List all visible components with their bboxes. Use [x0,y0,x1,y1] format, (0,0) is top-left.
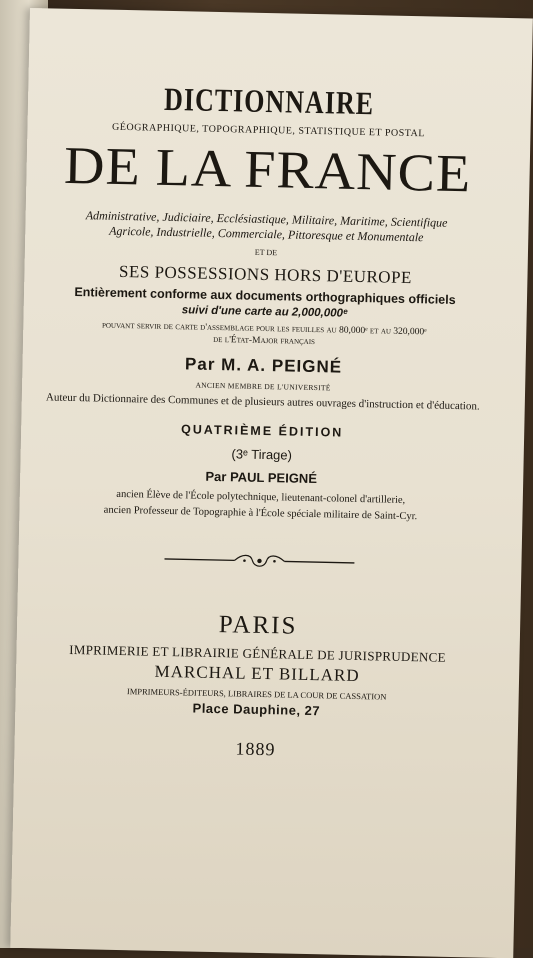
reviser-role-line-1: ancien Élève de l'École polytechnique, lieutenant-colonel d'artillerie, [116,488,406,506]
publisher-line-2: IMPRIMEURS-ÉDITEURS, LIBRAIRES DE LA COUR DE CASSATION [126,686,387,702]
book-subtitle: GÉOGRAPHIQUE, TOPOGRAPHIQUE, STATISTIQUE ET POSTAL [111,121,425,140]
book-title: DICTIONNAIRE [163,81,375,122]
descriptor-line-2: Agricole, Industrielle, Commerciale, Pittoresque et Monumentale [109,223,424,245]
author-role: ANCIEN MEMBRE DE L'UNIVERSITÉ [195,380,331,393]
map-note: suivi d'une carte au 2,000,000ᵉ [181,304,348,320]
publication-year: 1889 [235,738,276,760]
publication-city: PARIS [218,611,298,640]
map-usage-line-1: pouvant servir de carte d'assemblage pour les feuilles au 80,000ᵉ et au 320,000ᵉ [101,320,427,338]
title-page-content [20,78,504,765]
conjunction: ET DE [254,247,278,258]
descriptor-line-1: Administrative, Judiciaire, Ecclésiastique, Militaire, Maritime, Scientifique [85,208,448,230]
publisher-name: MARCHAL ET BILLARD [154,661,360,686]
publisher-address: Place Dauphine, 27 [192,700,321,719]
author-works: Auteur du Dictionnaire des Communes et de plusieurs autres ouvrages d'instruction et d'éducation. [45,391,480,413]
reviser-name: Par PAUL PEIGNÉ [205,468,318,487]
possessions-heading: SES POSSESSIONS HORS D'EUROPE [118,261,413,288]
reviser-role-line-2: ancien Professeur de Topographie à l'École spéciale militaire de Saint-Cyr. [103,504,418,523]
conformity-statement: Entièrement conforme aux documents orthographiques officiels [74,284,456,307]
map-usage-line-2: de l'État-Major français [213,334,316,348]
title-page [10,8,533,958]
edition: QUATRIÈME ÉDITION [180,422,344,440]
ornament-divider [164,550,354,572]
printing: (3ᵉ Tirage) [231,446,293,463]
publisher-line-1: IMPRIMERIE ET LIBRAIRIE GÉNÉRALE DE JURISPRUDENCE [69,641,446,665]
main-title: DE LA FRANCE [63,136,472,204]
author-name: Par M. A. PEIGNÉ [184,354,343,377]
